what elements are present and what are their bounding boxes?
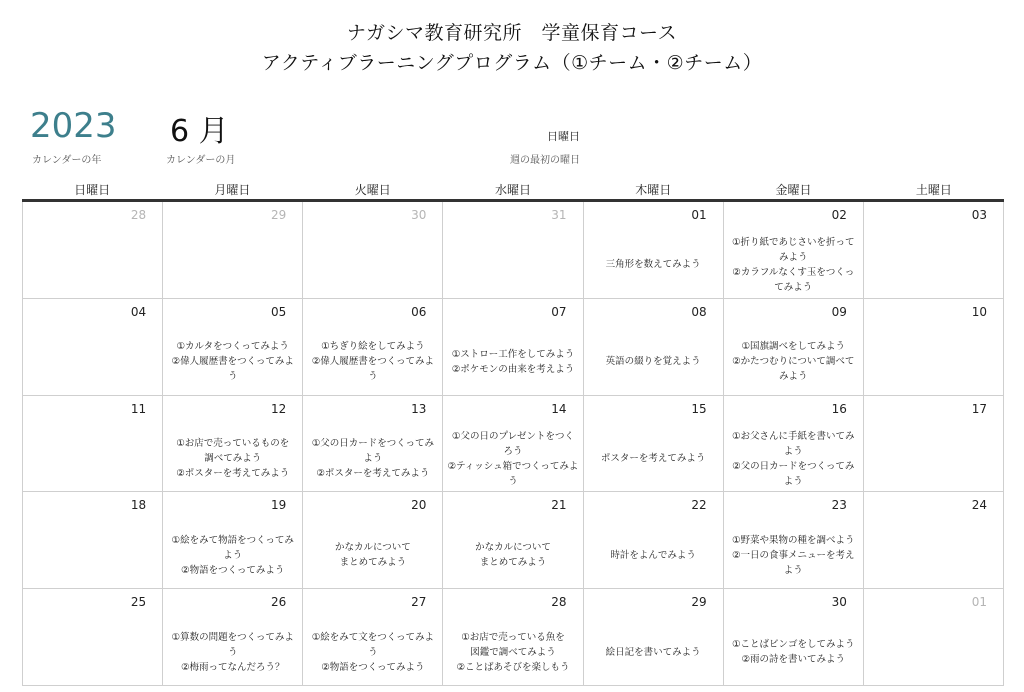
calendar-day-cell[interactable] (443, 396, 583, 493)
calendar-day-cell[interactable] (864, 589, 1004, 686)
day-number: 23 (831, 498, 847, 513)
day-event: かなカルについて まとめてみよう (475, 542, 551, 569)
day-event: ①お店で売っているものを 調べてみよう ②ポスターを考えてみよう (176, 437, 290, 479)
day-number: 15 (691, 401, 707, 416)
month-selector[interactable]: 6 月 (170, 114, 229, 149)
calendar-day-cell[interactable] (724, 202, 864, 299)
weekday-sun: 日曜日 (74, 183, 111, 197)
day-number: 01 (691, 208, 707, 222)
calendar-day-cell[interactable] (23, 202, 163, 299)
month-label: カレンダーの月 (166, 155, 236, 166)
day-number: 29 (271, 208, 287, 222)
calendar-day-cell[interactable] (864, 492, 1004, 589)
day-event: 時計をよんでみよう (610, 549, 696, 561)
day-event: ①絵をみて物語をつくってみよう ②物語をつくってみよう (171, 534, 294, 576)
day-number: 12 (271, 401, 287, 416)
calendar-day-cell[interactable] (443, 492, 583, 589)
day-number: 18 (130, 498, 147, 513)
week-start-selector[interactable]: 日曜日 (547, 130, 580, 143)
weekday-sat: 土曜日 (915, 183, 952, 197)
day-number: 09 (831, 304, 847, 319)
weekday-thu: 木曜日 (635, 183, 672, 197)
day-number: 21 (551, 498, 567, 513)
day-number: 07 (551, 304, 567, 319)
day-event: ①絵をみて文をつくってみよう ②物語をつくってみよう (311, 631, 435, 673)
year-selector[interactable]: 2023 (30, 106, 117, 146)
day-number: 13 (411, 401, 427, 416)
calendar-day-cell[interactable] (443, 202, 583, 299)
calendar-day-cell[interactable] (163, 589, 303, 686)
weekday-mon: 月曜日 (214, 183, 251, 197)
day-number: 02 (831, 208, 847, 222)
weekday-wed: 水曜日 (494, 183, 531, 197)
calendar-day-cell[interactable] (303, 589, 443, 686)
day-number: 22 (691, 498, 707, 513)
calendar-day-cell[interactable] (864, 396, 1004, 493)
day-number: 27 (411, 595, 427, 610)
calendar-day-cell[interactable] (303, 396, 443, 493)
calendar-day-cell[interactable] (303, 299, 443, 396)
day-event: ①野菜や果物の種を調べよう ②一日の食事メニューを考えよう (732, 534, 855, 576)
page-header (0, 18, 1024, 78)
day-number: 08 (691, 304, 707, 319)
day-event: 三角形を数えてみよう (605, 259, 701, 271)
weekday-tue: 火曜日 (354, 183, 391, 197)
calendar-day-cell[interactable] (163, 492, 303, 589)
day-event: ①ストロー工作をしてみよう ②ポケモンの由来を考えよう (451, 348, 575, 375)
calendar-day-cell[interactable] (724, 589, 864, 686)
day-number: 25 (130, 595, 147, 610)
day-number: 31 (551, 208, 567, 222)
day-event: ①ことばビンゴをしてみよう ②雨の詩を書いてみよう (732, 639, 855, 666)
day-number: 20 (411, 498, 427, 513)
calendar-day-cell[interactable] (163, 202, 303, 299)
calendar-day-cell[interactable] (864, 299, 1004, 396)
day-number: 03 (971, 208, 987, 222)
day-event: ①算数の問題をつくってみよう ②梅雨ってなんだろう？ (171, 631, 294, 673)
calendar-day-cell[interactable] (864, 202, 1004, 299)
day-number: 04 (130, 304, 147, 319)
week-start-label: 週の最初の曜日 (510, 155, 580, 166)
day-event: ①カルタをつくってみよう ②偉人履歴書をつくってみよう (171, 341, 294, 383)
day-event: ポスターを考えてみよう (600, 452, 706, 464)
calendar-day-cell[interactable] (23, 396, 163, 493)
calendar-day-cell[interactable] (23, 299, 163, 396)
calendar-day-cell[interactable] (584, 202, 724, 299)
day-number: 29 (691, 595, 707, 610)
calendar-day-cell[interactable] (584, 396, 724, 493)
day-event: かなカルについて まとめてみよう (334, 542, 411, 569)
day-number: 10 (971, 304, 987, 319)
day-number: 26 (271, 595, 287, 610)
day-number: 01 (971, 595, 987, 610)
calendar-day-cell[interactable] (163, 299, 303, 396)
calendar-day-cell[interactable] (23, 589, 163, 686)
year-label: カレンダーの年 (32, 155, 102, 166)
day-number: 06 (411, 304, 427, 319)
day-number: 30 (411, 208, 427, 222)
calendar-day-cell[interactable] (443, 299, 583, 396)
day-event: 英語の綴りを覚えよう (605, 356, 701, 368)
day-event: ①国旗調べをしてみよう ②かたつむりについて調べてみよう (732, 341, 855, 383)
day-number: 28 (130, 208, 147, 222)
day-number: 30 (831, 595, 847, 610)
day-number: 16 (831, 401, 847, 416)
day-number: 14 (551, 401, 567, 416)
day-number: 24 (971, 498, 987, 513)
calendar-day-cell[interactable] (584, 589, 724, 686)
weekday-header (22, 180, 1004, 200)
calendar-day-cell[interactable] (724, 492, 864, 589)
calendar-day-cell[interactable] (23, 492, 163, 589)
page-title: ナガシマ教育研究所 学童保育コース (346, 22, 678, 44)
day-number: 28 (551, 595, 567, 610)
calendar-day-cell[interactable] (724, 396, 864, 493)
day-event: ①折り紙であじさいを折ってみよう ②カラフルなくす玉をつくってみよう (732, 236, 855, 293)
calendar-day-cell[interactable] (303, 202, 443, 299)
page-subtitle: アクティブラーニングプログラム（①チーム・②チーム） (261, 52, 763, 74)
day-number: 11 (130, 401, 147, 416)
day-number: 17 (971, 401, 987, 416)
calendar-day-cell[interactable] (584, 299, 724, 396)
calendar-day-cell[interactable] (584, 492, 724, 589)
calendar-day-cell[interactable] (443, 589, 583, 686)
calendar-day-cell[interactable] (303, 492, 443, 589)
calendar-day-cell[interactable] (724, 299, 864, 396)
day-number: 05 (271, 304, 287, 319)
day-event: 絵日記を書いてみよう (605, 646, 701, 658)
day-number: 19 (271, 498, 287, 513)
calendar-grid (22, 202, 1004, 686)
day-event: ①父の日のプレゼントをつくろう ②ティッシュ箱でつくってみよう (447, 430, 579, 487)
day-event: ①お父さんに手紙を書いてみよう ②父の日カードをつくってみよう (732, 430, 855, 487)
calendar-day-cell[interactable] (163, 396, 303, 493)
day-event: ①父の日カードをつくってみよう ②ポスターを考えてみよう (311, 437, 435, 479)
day-event: ①ちぎり絵をしてみよう ②偉人履歴書をつくってみよう (311, 341, 435, 383)
day-event: ①お店で売っている魚を 図鑑で調べてみよう ②ことばあそびを楽しもう (456, 631, 570, 673)
weekday-fri: 金曜日 (775, 183, 812, 197)
